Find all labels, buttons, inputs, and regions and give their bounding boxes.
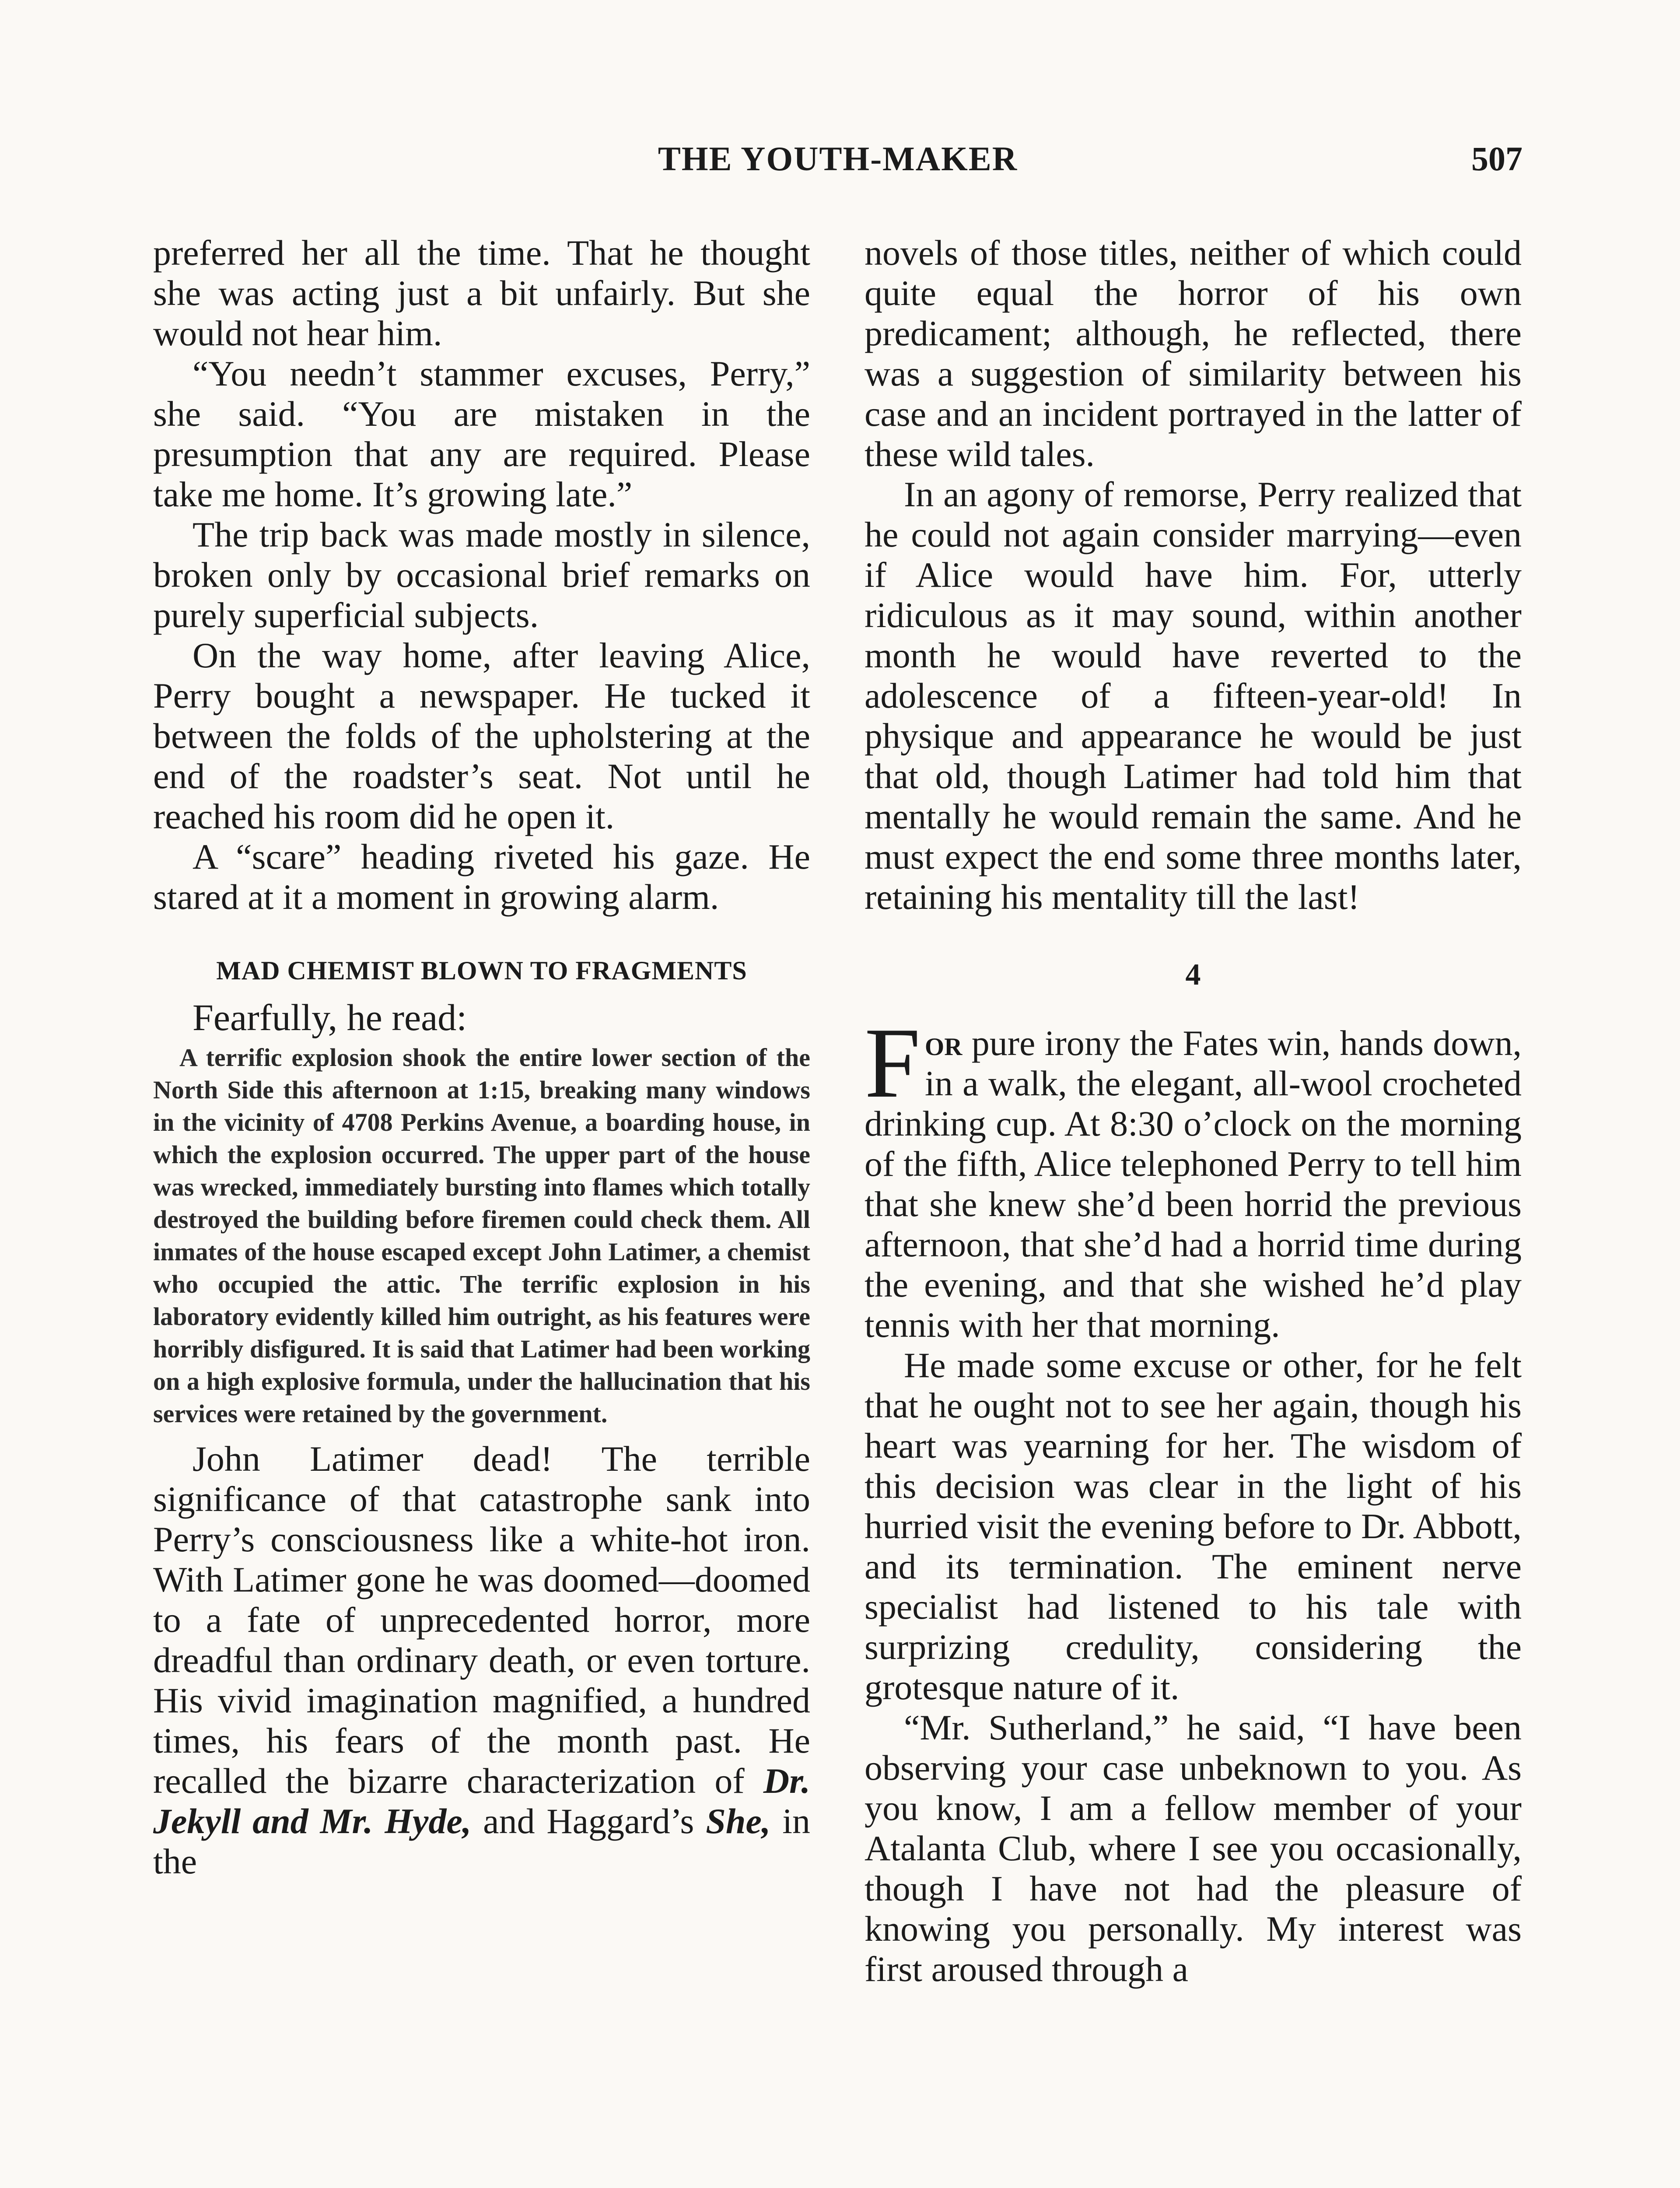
paragraph-text: pure irony the Fates win, hands down, in a walk, the elegant, all-wool crocheted drinking cup. At 8:30 o’clock on the morning of the fifth, Alice telephoned Perry to tell him that she knew she’d been horrid the previous afternoon, that she’d had a horrid time during the evening, and that she wished he’d play tennis with her that morning.	[864, 1023, 1522, 1345]
paragraph: A “scare” heading riveted his gaze. He stared at it a moment in growing alarm.	[153, 837, 810, 917]
paragraph-text: in the	[153, 1801, 810, 1881]
page-number: 507	[1471, 140, 1522, 178]
paragraph: On the way home, after leaving Alice, Perry bought a newspaper. He tucked it between the folds of the upholstering at the end of the roadster’s seat. Not until he reached his room did he open it.	[153, 635, 810, 836]
paragraph: He made some excuse or other, for he felt that he ought not to see her again, though his heart was yearning for her. The wisdom of this decision was clear in the light of his hurried visit the evening before to Dr. Abbott, and its termination. The eminent nerve specialist had listened to his tale with surprizing credulity, considering the grotesque nature of it.	[864, 1345, 1522, 1707]
paragraph: “Mr. Sutherland,” he said, “I have been observing your case unbeknown to you. As you know, I am a fellow member of your Atalanta Club, where I see you occasionally, though I have not had the pleasure of knowing you personally. My interest was first aroused through a	[864, 1708, 1522, 1989]
paragraph	[864, 1007, 1522, 1345]
left-column	[153, 233, 810, 1882]
paragraph: novels of those titles, neither of which could quite equal the horror of his own predicament; although, he reflected, there was a suggestion of similarity between his case and an incident portrayed in the latter of these wild tales.	[864, 233, 1522, 474]
section-number: 4	[1185, 958, 1201, 992]
right-column	[864, 233, 1522, 1989]
paragraph-text: John Latimer dead! The terrible significance of that catastrophe sank into Perry’s consciousness like a white-hot iron. With Latimer gone he was doomed—doomed to a fate of unprecedented horror, more dreadful than ordinary death, or even torture. His vivid imagination magnified, a hundred times, his fears of the month past. He recalled the bizarre characterization of	[153, 1439, 810, 1801]
paragraph	[153, 1439, 810, 1882]
paragraph: “You needn’t stammer excuses, Perry,” she said. “You are mistaken in the presumption that any are required. Please take me home. It’s growing late.”	[153, 354, 810, 514]
book-title: Dr. Jekyll and Mr. Hyde,	[153, 1761, 810, 1841]
running-title: THE YOUTH-MAKER	[658, 140, 1018, 178]
paragraph: In an agony of remorse, Perry realized that he could not again consider marrying—even if Alice would have him. For, utterly ridiculous as it may sound, within another month he would have reverted to the adolescence of a fifteen-year-old! In physique and appearance he would be just that old, though Latimer had told him that mentally he would remain the same. And he must expect the end some three months later, retaining his mentality till the last!	[864, 474, 1522, 917]
paragraph: preferred her all the time. That he thought she was acting just a bit unfairly. But she would not hear him.	[153, 233, 810, 353]
running-header	[153, 139, 1522, 183]
small-caps-text: or	[924, 1023, 962, 1063]
newspaper-article: A terrific explosion shook the entire lower section of the North Side this afternoon at 1:15, breaking many windows in the vicinity of 4708 Perkins Avenue, a boarding house, in which the explosion occurred. The upper part of the house was wrecked, immediately bursting into flames which totally destroyed the building before firemen could check them. All inmates of the house escaped except John Latimer, a chemist who occupied the attic. The terrific explosion in his laboratory evidently killed him outright, as his features were horribly disfigured. It is said that Latimer had been working on a high explosive formula, under the hallucination that his services were retained by the government.	[153, 1043, 810, 1428]
paragraph: Fearfully, he read:	[192, 996, 467, 1038]
paragraph: The trip back was made mostly in silence, broken only by occasional brief remarks on purely superficial subjects.	[153, 515, 810, 635]
drop-cap: F	[864, 1007, 920, 1119]
newspaper-headline: MAD CHEMIST BLOWN TO FRAGMENTS	[216, 956, 747, 985]
paragraph-text: and Haggard’s	[471, 1801, 706, 1841]
book-title: She,	[706, 1801, 771, 1841]
